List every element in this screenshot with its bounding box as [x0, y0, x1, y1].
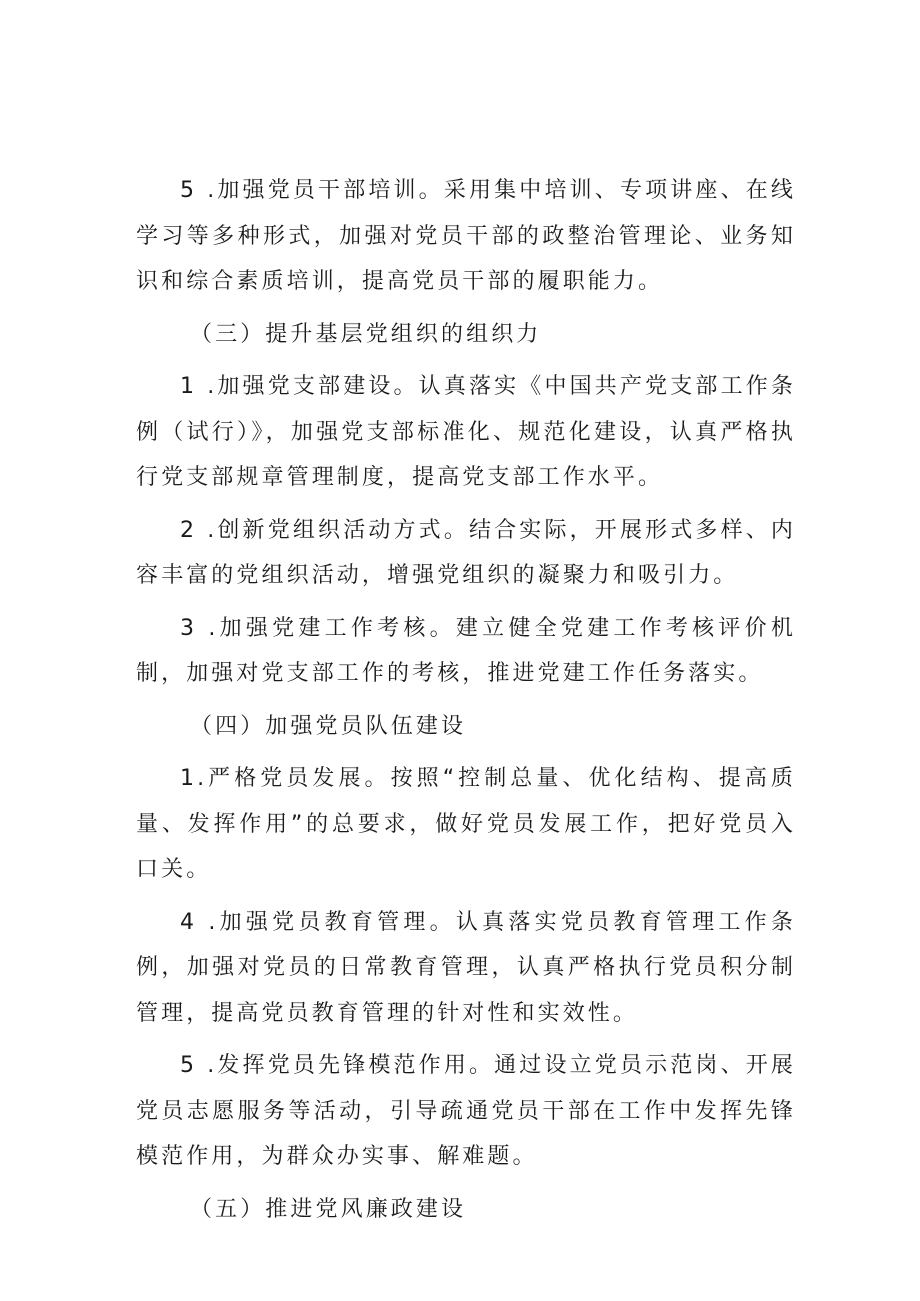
section-heading-3: （三）提升基层党组织的组织力 — [190, 321, 542, 347]
section-heading-5: （五）推进党风廉政建设 — [190, 1196, 467, 1222]
section-heading-4: （四）加强党员队伍建设 — [190, 713, 467, 739]
paragraph-member-development: 1.严格党员发展。按照“控制总量、优化结构、提高质量、发挥作用”的总要求，做好党员发展工作，把好党员入口关。 — [136, 766, 796, 882]
paragraph-work-assessment: 3 .加强党建工作考核。建立健全党建工作考核评价机制，加强对党支部工作的考核，推进党建工作任务落实。 — [136, 615, 796, 686]
paragraph-branch-construction: 1 .加强党支部建设。认真落实《中国共产党支部工作条例（试行）》，加强党支部标准化、规范化建设，认真严格执行党支部规章管理制度，提高党支部工作水平。 — [136, 374, 796, 490]
paragraph-member-education: 4 .加强党员教育管理。认真落实党员教育管理工作条例，加强对党员的日常教育管理，认真严格执行党员积分制管理，提高党员教育管理的针对性和实效性。 — [136, 909, 796, 1026]
document-body — [136, 168, 796, 1232]
paragraph-cadre-training: 5 .加强党员干部培训。采用集中培训、专项讲座、在线学习等多种形式，加强对党员干部的政整治管理论、业务知识和综合素质培训，提高党员干部的履职能力。 — [136, 178, 796, 294]
paragraph-vanguard-role: 5 .发挥党员先锋模范作用。通过设立党员示范岗、开展党员志愿服务等活动，引导疏通党员干部在工作中发挥先锋模范作用，为群众办实事、解难题。 — [136, 1053, 796, 1169]
paragraph-activity-innovation: 2 .创新党组织活动方式。结合实际，开展形式多样、内容丰富的党组织活动，增强党组织的凝聚力和吸引力。 — [136, 517, 796, 588]
